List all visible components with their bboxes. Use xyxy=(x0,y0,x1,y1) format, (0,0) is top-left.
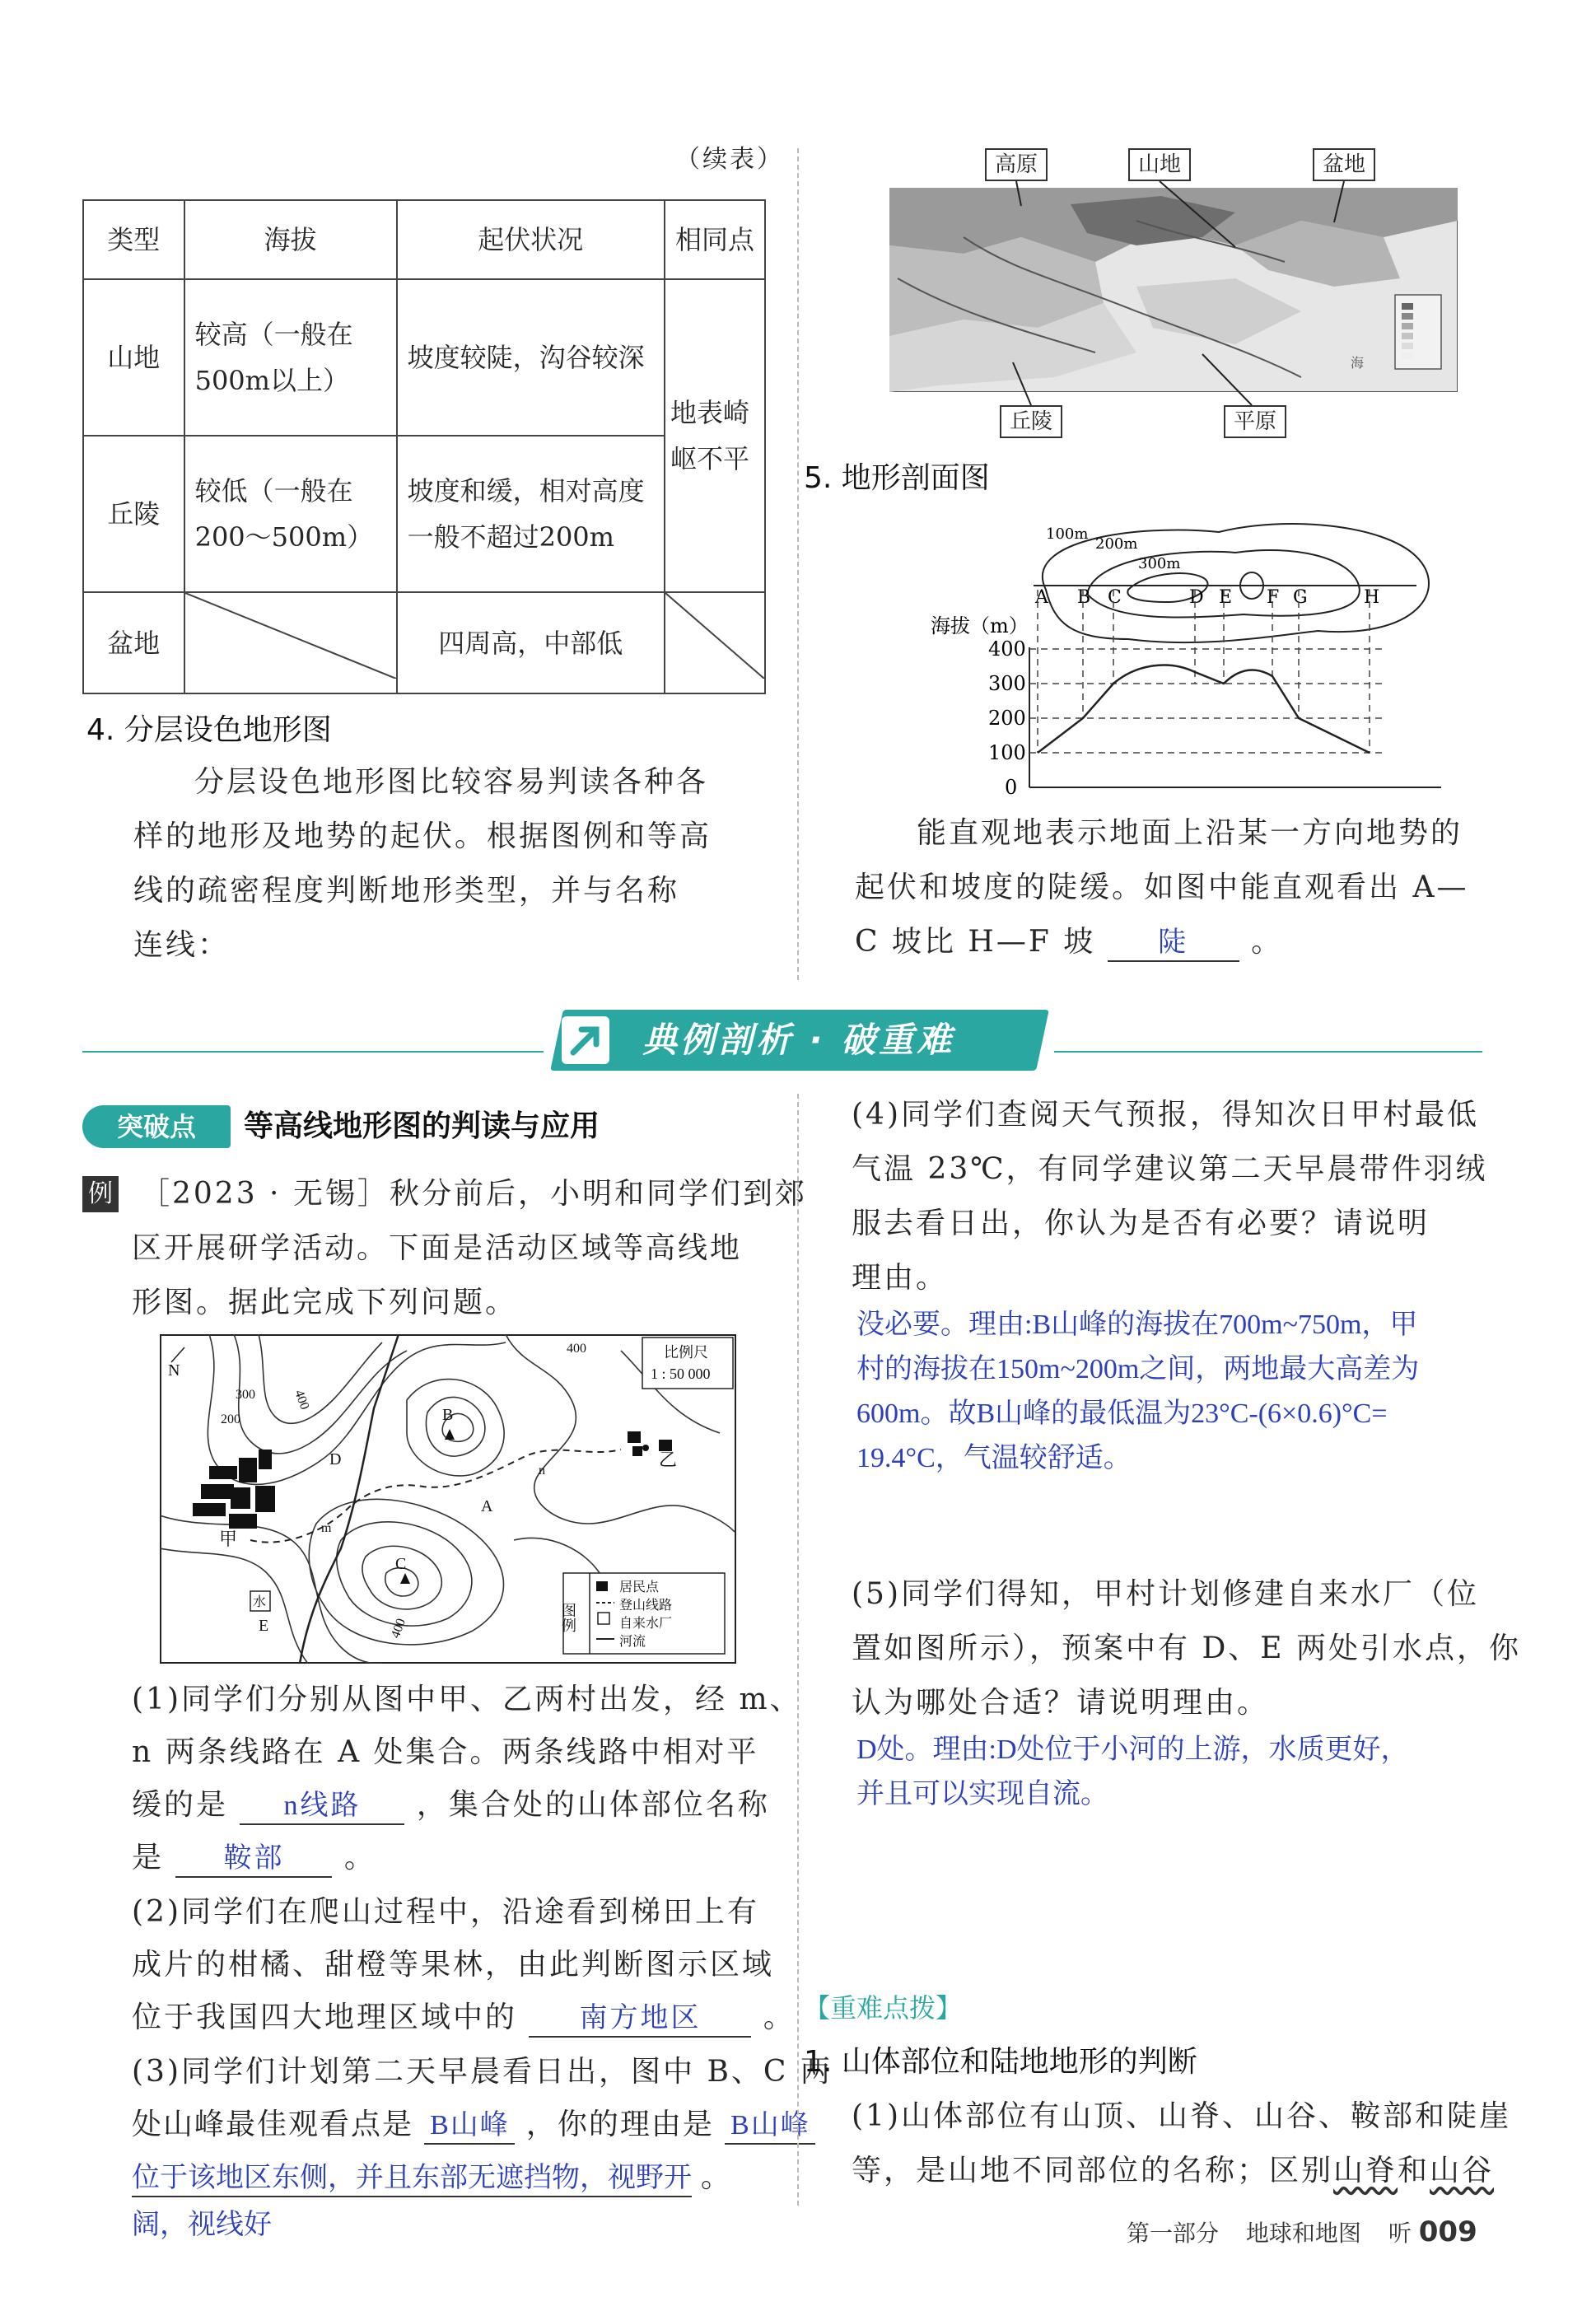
point-b: B xyxy=(442,1406,454,1424)
profile-point: D xyxy=(1189,587,1204,608)
contour-label: 100m xyxy=(1046,525,1089,543)
q1-line-4 xyxy=(132,1832,376,1884)
contour-label: 300m xyxy=(1138,555,1181,572)
y-tick: 100 xyxy=(988,741,1026,764)
table-header-common: 相同点 xyxy=(665,200,765,279)
answer-reason: 位于该地区东侧，并且东部无遮挡物，视野开 xyxy=(132,2162,692,2197)
arrow-up-right-icon xyxy=(562,1016,609,1064)
tips-line: (1)山体部位有山顶、山脊、山谷、鞍部和陡崖 xyxy=(852,2099,1511,2133)
profile-point: B xyxy=(1077,587,1091,608)
banner-line-right xyxy=(1054,1051,1482,1053)
q4-line: 服去看日出，你认为是否有必要？请说明 xyxy=(852,1207,1430,1240)
column-divider-lower xyxy=(797,1094,799,2206)
footer-chapter: 地球和地图 xyxy=(1245,2220,1361,2247)
topo-map xyxy=(160,1334,736,1664)
q4-answer: 600m。故B山峰的最低温为23°C-(6×0.6)°C= xyxy=(856,1398,1388,1429)
example-line: 区开展研学活动。下面是活动区域等高线地 xyxy=(132,1231,743,1265)
profile-point: H xyxy=(1364,587,1380,608)
table-cell-relief: 坡度和缓，相对高度一般不超过200m xyxy=(397,436,665,592)
table-continued-note: （续表） xyxy=(675,145,784,174)
q5-line: 认为哪处合适？请说明理由。 xyxy=(852,1686,1270,1720)
q2-line-3 xyxy=(132,1991,796,2044)
q2-line: (2)同学们在爬山过程中，沿途看到梯田上有 xyxy=(132,1895,759,1929)
q1-line: (1)同学们分别从图中甲、乙两村出发，经 m、 xyxy=(132,1683,802,1716)
profile-diagram xyxy=(922,507,1515,804)
q4-answer: 村的海拔在150m~200m之间，两地最大高差为 xyxy=(856,1354,1420,1384)
answer-saddle: 鞍部 xyxy=(175,1842,332,1878)
q4-line: 气温 23℃，有同学建议第二天早晨带件羽绒 xyxy=(852,1152,1488,1186)
q3-line: (3)同学们计划第二天早晨看日出，图中 B、C 两 xyxy=(132,2055,833,2089)
label-hill: 丘陵 xyxy=(1000,405,1062,438)
legend-item: 自来水厂 xyxy=(619,1617,673,1631)
q3-line-2-pre: 处山峰最佳观看点是 xyxy=(132,2108,414,2141)
banner-arrow-box xyxy=(562,1016,609,1064)
table-cell-diagonal xyxy=(665,592,765,693)
q5-answer: D处。理由:D处位于小河的上游，水质更好， xyxy=(856,1734,1409,1765)
table-cell-type: 盆地 xyxy=(83,592,184,693)
tips-line-2 xyxy=(852,2145,1494,2197)
q1-line-3-post: ，集合处的山体部位名称 xyxy=(416,1788,770,1822)
section4-title: 4. 分层设色地形图 xyxy=(86,713,332,747)
q4-line: 理由。 xyxy=(852,1261,949,1295)
q5-line: 置如图所示），预案中有 D、E 两处引水点，你 xyxy=(852,1632,1522,1665)
point-a: A xyxy=(481,1497,493,1515)
footer xyxy=(1127,2215,1477,2250)
banner-title: 典例剖析 · 破重难 xyxy=(642,1020,955,1060)
label-mountain: 山地 xyxy=(1128,148,1191,181)
profile-point: F xyxy=(1267,587,1280,608)
term-valley: 山谷 xyxy=(1430,2154,1495,2187)
section4-line: 线的疏密程度判断地形类型，并与名称 xyxy=(133,874,680,908)
contour-value: 200 xyxy=(221,1412,240,1426)
tips-title: 【重难点拨】 xyxy=(804,1992,963,2024)
q2-line: 成片的柑橘、甜橙等果林，由此判断图示区域 xyxy=(132,1948,775,1982)
water-plant-mark: 水 xyxy=(253,1595,267,1609)
table-cell-type: 丘陵 xyxy=(83,436,184,592)
table-header-type: 类型 xyxy=(83,200,184,279)
q1-line-4-pre: 是 xyxy=(132,1841,165,1874)
section5-line: 能直观地表示地面上沿某一方向地势的 xyxy=(917,816,1463,850)
q1-line: n 两条线路在 A 处集合。两条线路中相对平 xyxy=(132,1735,759,1769)
sea-label: 海 xyxy=(1351,355,1365,371)
route-n: n xyxy=(539,1464,545,1478)
term-ridge: 山脊 xyxy=(1333,2154,1398,2187)
section5-line-3-pre: C 坡比 H—F 坡 xyxy=(855,925,1096,959)
footer-part: 第一部分 xyxy=(1127,2220,1220,2247)
answer-peak: B山峰 xyxy=(424,2109,515,2145)
contour-value: 400 xyxy=(388,1617,408,1641)
y-tick: 400 xyxy=(988,637,1026,661)
section5-line-3-post: 。 xyxy=(1251,925,1284,959)
contour-value: 300 xyxy=(236,1388,255,1402)
answer-gentle-route: n线路 xyxy=(240,1790,404,1825)
column-divider xyxy=(797,148,799,980)
answer-region: 南方地区 xyxy=(529,2002,751,2038)
point-c: C xyxy=(395,1555,407,1573)
diagonal-line xyxy=(185,593,396,679)
table-cell-altitude: 较低（一般在200～500m） xyxy=(184,436,397,592)
village-jia: 甲 xyxy=(219,1529,238,1549)
example-line: 形图。据此完成下列问题。 xyxy=(132,1286,518,1319)
village-yi: 乙 xyxy=(659,1450,678,1470)
legend-title: 图例 xyxy=(560,1603,576,1632)
label-plain: 平原 xyxy=(1224,405,1286,438)
diagonal-line xyxy=(665,593,764,679)
listen-label: 听 xyxy=(1388,2220,1412,2247)
tips-heading: 1. 山体部位和陆地地形的判断 xyxy=(804,2045,1197,2079)
q3-line-2-mid: ，你的理由是 xyxy=(525,2108,714,2141)
q1-line-3 xyxy=(132,1779,770,1832)
section4-line: 分层设色地形图比较容易判读各种各 xyxy=(194,765,709,799)
q4-answer: 19.4°C，气温较舒适。 xyxy=(856,1443,1132,1473)
y-tick: 0 xyxy=(1005,776,1018,799)
section5-line: 起伏和坡度的陡缓。如图中能直观看出 A— xyxy=(855,871,1469,904)
profile-point: E xyxy=(1219,587,1233,608)
q3-line-2 xyxy=(132,2099,815,2151)
breakthrough-badge: 突破点 xyxy=(82,1105,231,1148)
legend-item: 居民点 xyxy=(619,1580,660,1594)
north-arrow: N xyxy=(168,1361,180,1380)
table-header-altitude: 海拔 xyxy=(184,200,397,279)
label-plateau: 高原 xyxy=(985,148,1048,181)
legend-item: 河流 xyxy=(619,1635,646,1649)
section4-line: 样的地形及地势的起伏。根据图例和等高 xyxy=(133,819,712,853)
banner-line-left xyxy=(82,1051,544,1053)
y-tick: 300 xyxy=(988,672,1026,695)
table-cell-diagonal xyxy=(184,592,397,693)
tips-line-2-mid: 和 xyxy=(1398,2154,1430,2187)
q2-line-3-post: 。 xyxy=(763,2001,796,2034)
table-cell-common: 地表崎岖不平 xyxy=(665,279,765,592)
scale-value: 1 : 50 000 xyxy=(651,1366,711,1382)
section4-line: 连线： xyxy=(133,928,231,962)
q1-line-3-pre: 缓的是 xyxy=(132,1788,229,1822)
profile-point: G xyxy=(1293,587,1308,608)
contour-value: 400 xyxy=(292,1388,312,1412)
point-d: D xyxy=(329,1450,342,1468)
q4-answer: 没必要。理由:B山峰的海拔在700m~750m，甲 xyxy=(856,1310,1418,1340)
scale-title: 比例尺 xyxy=(664,1344,708,1361)
answer-steeper: 陡 xyxy=(1108,927,1239,962)
route-m: m xyxy=(321,1521,332,1535)
label-connector-lines xyxy=(889,148,1458,445)
landform-table xyxy=(82,199,766,694)
table-cell-relief: 坡度较陡，沟谷较深 xyxy=(397,279,665,436)
profile-point: A xyxy=(1035,587,1048,608)
example-line: ［2023 · 无锡］秋分前后，小明和同学们到郊 xyxy=(140,1177,807,1211)
contour-value: 400 xyxy=(567,1342,586,1356)
table-cell-altitude: 较高（一般在500m以上） xyxy=(184,279,397,436)
q4-line: (4)同学们查阅天气预报，得知次日甲村最低 xyxy=(852,1098,1479,1132)
point-e: E xyxy=(259,1617,269,1635)
q3-line-3 xyxy=(132,2151,733,2204)
page-number: 009 xyxy=(1418,2215,1477,2248)
profile-point: C xyxy=(1108,587,1122,608)
contour-label: 200m xyxy=(1095,535,1138,553)
q3-line-3-post: 。 xyxy=(700,2160,733,2194)
profile-y-label: 海拔（m） xyxy=(931,614,1029,637)
section5-line-3 xyxy=(855,916,1283,969)
answer-reason-end: 阔，视线好 xyxy=(132,2210,272,2240)
y-tick: 200 xyxy=(988,707,1026,730)
breakthrough-title: 等高线地形图的判读与应用 xyxy=(244,1109,600,1143)
label-basin: 盆地 xyxy=(1313,148,1375,181)
example-tag: 例 xyxy=(82,1176,119,1212)
tips-line-2-pre: 等，是山地不同部位的名称；区别 xyxy=(852,2154,1334,2187)
q5-answer: 并且可以实现自流。 xyxy=(856,1779,1108,1809)
section5-title: 5. 地形剖面图 xyxy=(804,461,990,495)
legend-item: 登山线路 xyxy=(619,1599,673,1613)
table-cell-type: 山地 xyxy=(83,279,184,436)
q2-line-3-pre: 位于我国四大地理区域中的 xyxy=(132,2001,518,2034)
table-header-relief: 起伏状况 xyxy=(397,200,665,279)
q5-line: (5)同学们得知，甲村计划修建自来水厂（位 xyxy=(852,1577,1479,1611)
answer-reason-start: B山峰 xyxy=(725,2109,815,2145)
table-cell-relief: 四周高，中部低 xyxy=(397,592,665,693)
q1-line-4-post: 。 xyxy=(343,1841,376,1874)
